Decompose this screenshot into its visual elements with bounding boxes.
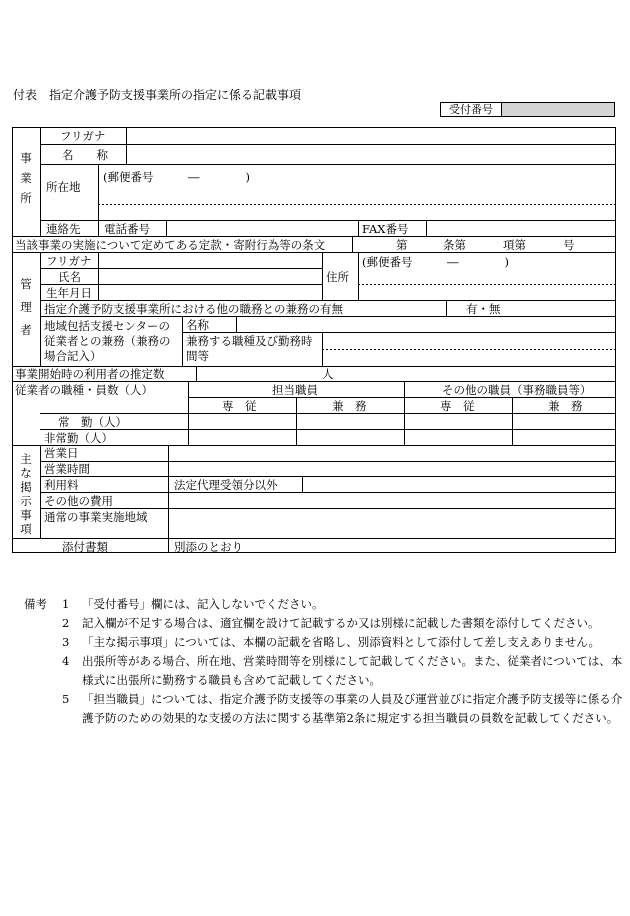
main-hours-label: 営業時間 <box>44 462 90 476</box>
note-item: 2 記入欄が不足する場合は、適宜欄を設けて記載するか又は別様に記載した書類を添付してください。 <box>62 616 600 630</box>
main-area-label: 通常の事業実施地域 <box>44 510 148 524</box>
note-item: 備考 1 「受付番号」欄には、記入しないでください。 <box>24 595 624 614</box>
form-title: 付表 指定介護予防支援事業所の指定に係る記載事項 <box>13 88 302 102</box>
jigyosho-name-label: 名 称 <box>62 148 108 162</box>
staff-other-senju: 専 従 <box>440 399 475 413</box>
staff-tanto-kenmu: 兼 務 <box>332 399 367 413</box>
kanrisha-concurrent-label: 指定介護予防支援事業所における他の職務との兼務の有無 <box>44 302 343 316</box>
kanrisha-birth-label: 生年月日 <box>46 286 92 300</box>
articles-label: 当該事業の実施について定めてある定款・寄附行為等の条文 <box>15 238 326 252</box>
main-group-label: 主 な 掲 示 事 項 <box>20 452 32 536</box>
articles-ko: 項第 <box>503 238 526 252</box>
kanrisha-center-label: 地域包括支援センターの従業者との兼務（兼務の場合記入） <box>44 319 171 363</box>
staff-other-header: その他の職員（事務職員等） <box>442 383 592 397</box>
kanrisha-concurrent-yes-no[interactable]: 有・無 <box>466 302 501 316</box>
kanrisha-duties-label: 兼務する職種及び勤務時間等 <box>186 334 313 363</box>
main-fee-label: 利用料 <box>44 478 79 492</box>
jigyosho-contact-label: 連絡先 <box>46 222 81 236</box>
jigyosho-postal-code: (郵便番号 ― ) <box>103 170 250 184</box>
receipt-number-label: 受付番号 <box>441 103 502 116</box>
users-label: 事業開始時の利用者の推定数 <box>15 367 165 381</box>
jigyosho-address-label: 所在地 <box>46 180 81 194</box>
staff-tanto-senju: 専 従 <box>222 399 257 413</box>
attach-value: 別添のとおり <box>174 540 243 554</box>
kanrisha-center-name-label: 名称 <box>186 318 209 332</box>
attach-label: 添付書類 <box>62 540 108 554</box>
notes-head: 備考 <box>24 597 47 611</box>
note-item: 4 出張所等がある場合、所在地、営業時間等を別様にして記載してください。また、従業者については、本様式に出張所に勤務する職員も含めて記載してください。 <box>62 654 623 687</box>
jigyosho-group-label: 事 業 所 <box>20 151 32 205</box>
kanrisha-furigana-label: フリガナ <box>46 254 92 268</box>
note-item: 5 「担当職員」については、指定介護予防支援等の事業の人員及び運営並びに指定介護予防支援等に係る介護予防のための効果的な支援の方法に関する基準第2条に規定する担当職員の員数を記載してください。 <box>62 692 623 725</box>
kanrisha-postal-code: (郵便番号 ― ) <box>362 255 509 269</box>
jigyosho-phone-label: 電話番号 <box>104 222 150 236</box>
staff-label: 従業者の職種・員数（人） <box>15 383 153 397</box>
users-unit: 人 <box>322 367 334 381</box>
notes-section <box>24 595 624 728</box>
main-other-cost-label: その他の費用 <box>44 494 113 508</box>
staff-jokin-label: 常 勤（人） <box>58 415 127 429</box>
staff-hijokin-label: 非常勤（人） <box>44 431 113 445</box>
note-item: 3 「主な掲示事項」については、本欄の記載を省略し、別添資料として添付して差し支えありません。 <box>62 635 600 649</box>
staff-tanto-header: 担当職員 <box>272 383 318 397</box>
articles-jo: 条第 <box>443 238 466 252</box>
jigyosho-furigana-label: フリガナ <box>60 129 106 143</box>
staff-other-kenmu: 兼 務 <box>548 399 583 413</box>
main-days-label: 営業日 <box>44 446 79 460</box>
kanrisha-address-label: 住所 <box>326 270 349 284</box>
kanrisha-name-label: 氏名 <box>58 270 81 284</box>
articles-go: 号 <box>563 238 575 252</box>
jigyosho-fax-label: FAX番号 <box>362 222 409 236</box>
main-fee-note: 法定代理受領分以外 <box>174 478 278 492</box>
articles-dai: 第 <box>396 238 408 252</box>
kanrisha-group-label: 管 理 者 <box>20 277 32 337</box>
